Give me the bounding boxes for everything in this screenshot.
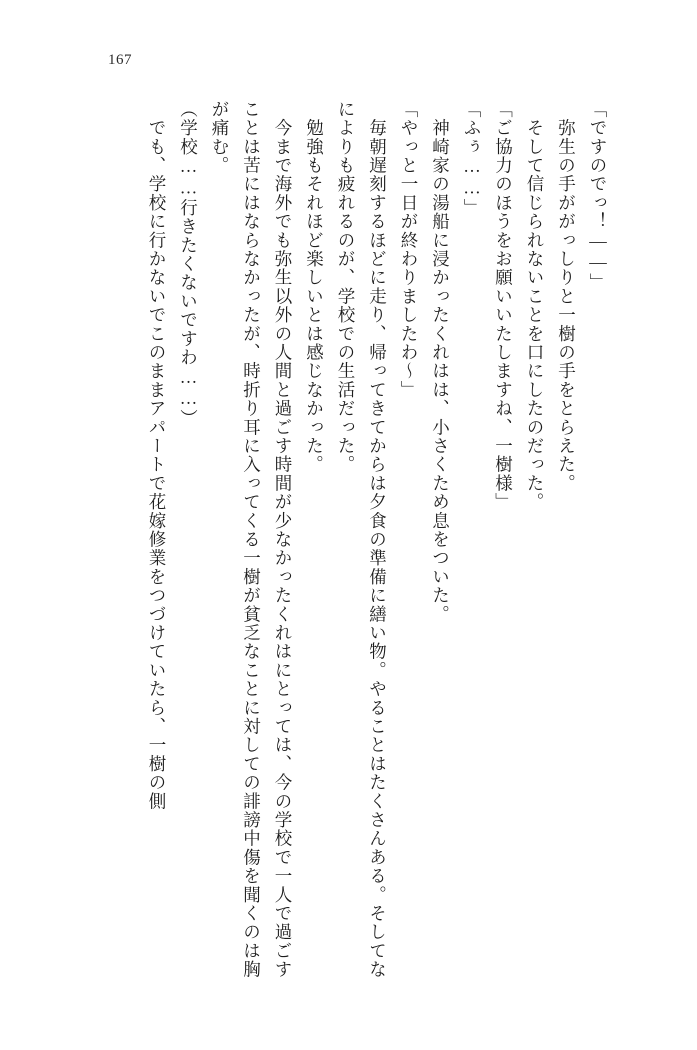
paragraph: 「ご協力のほうをお願いいたしますね、一樹様」 [493,100,514,512]
paragraph: 「ふぅ……」 [462,100,482,218]
paragraph: 弥生の手ががっしりと一樹の手をとらえた。 [556,100,577,493]
paragraph: 神崎家の湯船に浸かったくれはは、小さくため息をついた。 [430,100,451,624]
paragraph: 「ですのでっ！――」 [588,100,608,292]
paragraph: 毎朝遅刻するほどに走り、帰ってきてからは夕食の準備に繕い物。やることはたくさんある。そしてなによりも疲れるのが、学校での生活だった。 [336,100,388,979]
page-number: 167 [108,52,132,68]
paragraph: 勉強もそれほど楽しいとは感じなかった。 [304,100,325,474]
paragraph: （学校……行きたくないですわ……） [178,100,199,428]
paragraph: そして信じられないことを口にしたのだった。 [525,100,545,512]
paragraph: 今まで海外でも弥生以外の人間と過ごす時間が少なかったくれはにとっては、今の学校で一人で過ごすことは苦にはならなかったが、時折り耳に入ってくる一樹が貧乏なことに対しての誹謗中傷を聞くのは胸が痛む。 [210,100,293,979]
page-text-body [83,100,613,990]
paragraph: 「やっと一日が終わりましたわ～」 [399,100,419,400]
paragraph: でも、学校に行かないでこのままアパートで花嫁修業をつづけていたら、一樹の側 [147,100,167,811]
